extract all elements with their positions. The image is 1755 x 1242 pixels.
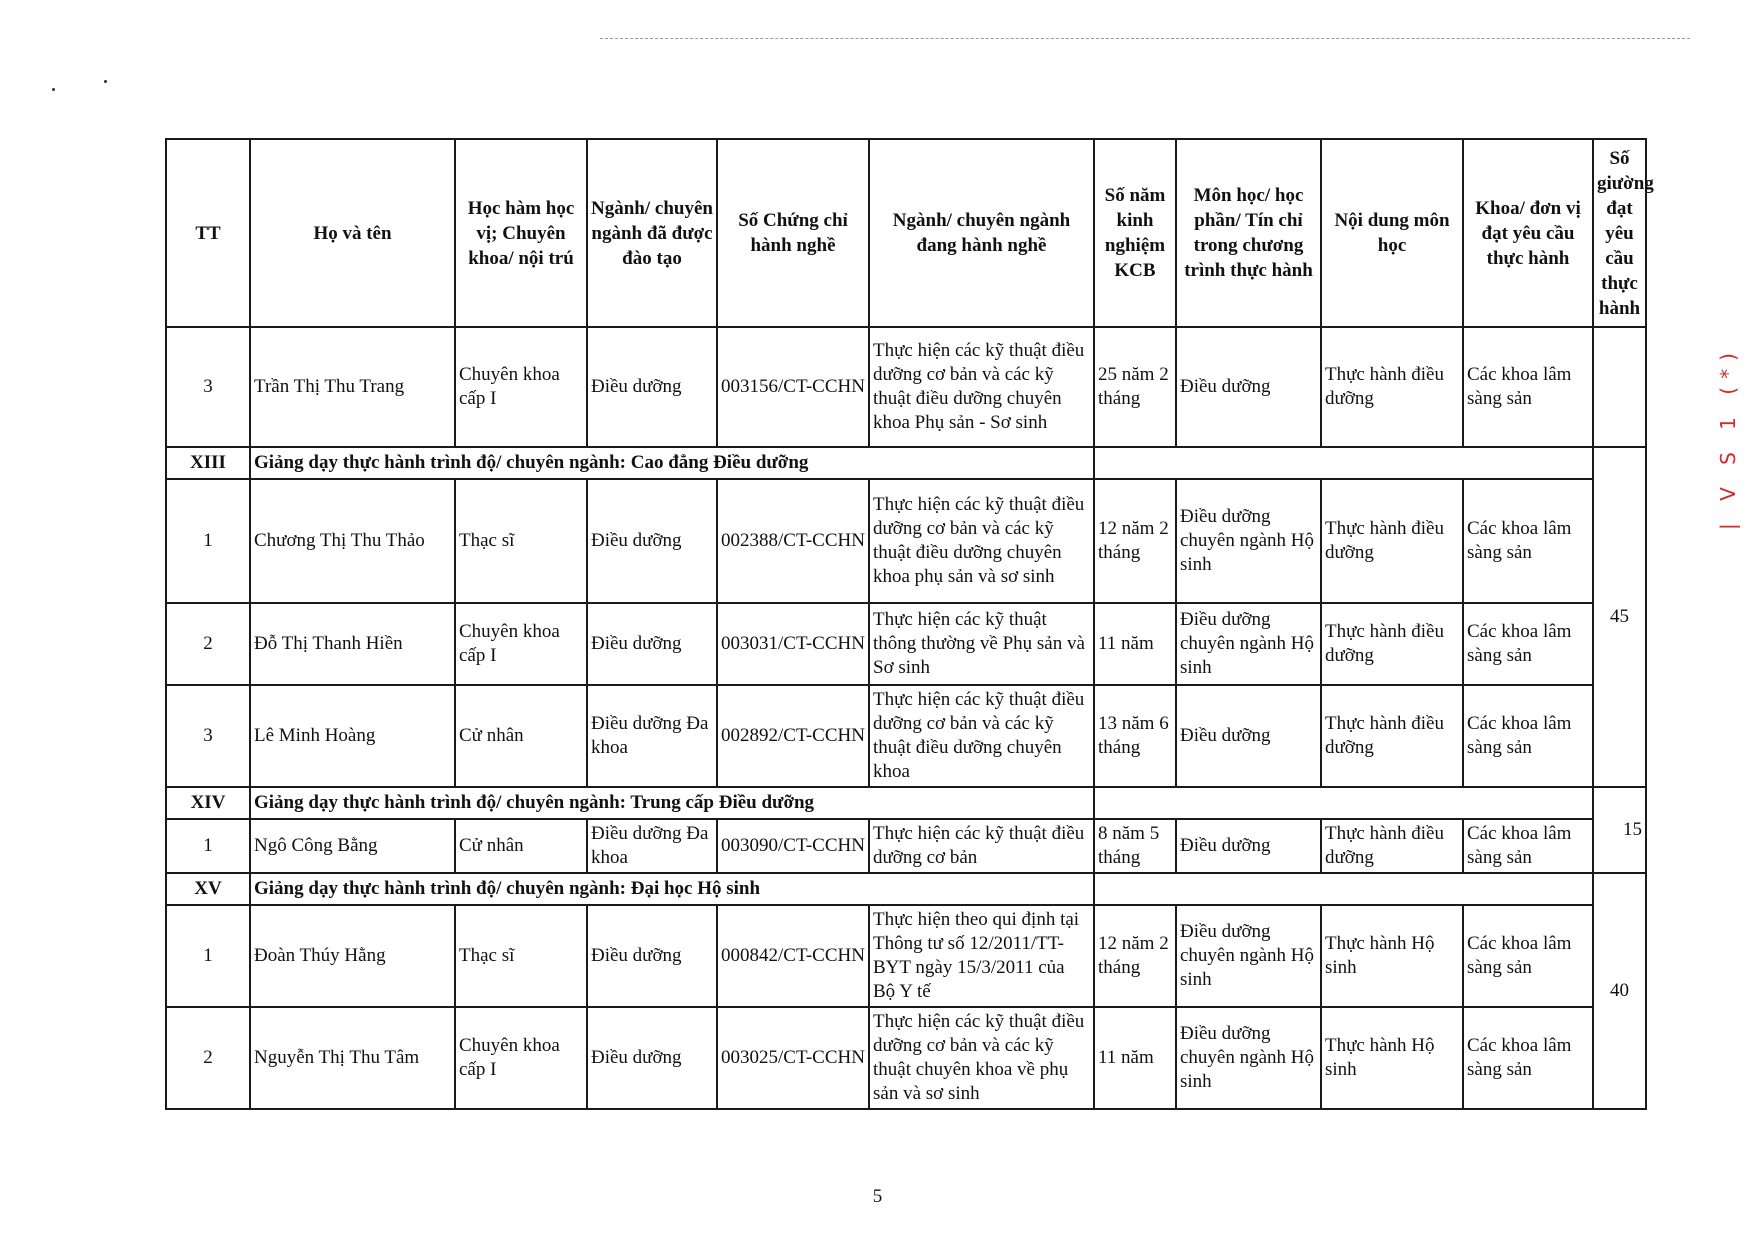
cell-content: Thực hành Hộ sinh: [1321, 1007, 1463, 1109]
cell-content: Thực hành điều dưỡng: [1321, 819, 1463, 873]
cell-degree: Chuyên khoa cấp I: [455, 327, 587, 447]
cell-years: 12 năm 2 tháng: [1094, 479, 1176, 603]
header-name: Họ và tên: [250, 139, 455, 327]
beds-count: 15: [1593, 787, 1646, 873]
table-row: [166, 479, 1646, 603]
cell-name: Đoàn Thúy Hằng: [250, 905, 455, 1007]
section-row: [166, 873, 1646, 905]
cell-content: Thực hành Hộ sinh: [1321, 905, 1463, 1007]
cell-tt: 1: [166, 819, 250, 873]
cell-dept: Các khoa lâm sàng sản: [1463, 479, 1593, 603]
cell-dept: Các khoa lâm sàng sản: [1463, 603, 1593, 685]
cell-subject: Điều dưỡng: [1176, 327, 1321, 447]
cell-trained: Điều dưỡng: [587, 479, 717, 603]
cell-degree: Thạc sĩ: [455, 905, 587, 1007]
cell-cert: 000842/CT-CCHN: [717, 905, 869, 1007]
cell-subject: Điều dưỡng chuyên ngành Hộ sinh: [1176, 479, 1321, 603]
section-roman: XIII: [166, 447, 250, 479]
header-dept: Khoa/ đơn vị đạt yêu cầu thực hành: [1463, 139, 1593, 327]
cell-content: Thực hành điều dưỡng: [1321, 479, 1463, 603]
cell-subject: Điều dưỡng chuyên ngành Hộ sinh: [1176, 603, 1321, 685]
scan-speck: [52, 88, 55, 91]
table-row: [166, 327, 1646, 447]
cell-cert: 003031/CT-CCHN: [717, 603, 869, 685]
cell-trained: Điều dưỡng: [587, 603, 717, 685]
cell-years: 13 năm 6 tháng: [1094, 685, 1176, 787]
red-stamp-mark: | V S 1 (*): [1716, 345, 1740, 530]
cell-years: 11 năm: [1094, 603, 1176, 685]
section-row: [166, 787, 1646, 819]
cell-dept: Các khoa lâm sàng sản: [1463, 685, 1593, 787]
cell-subject: Điều dưỡng chuyên ngành Hộ sinh: [1176, 905, 1321, 1007]
cell-practicing: [869, 327, 1094, 447]
cell-degree: Chuyên khoa cấp I: [455, 603, 587, 685]
cell-practicing: Thực hiện các kỹ thuật thông thường về Phụ sản và Sơ sinh: [869, 603, 1094, 685]
table-row: [166, 819, 1646, 873]
page-number: 5: [872, 1186, 883, 1207]
cell-practicing: Thực hiện các kỹ thuật điều dưỡng cơ bản và các kỹ thuật điều dưỡng chuyên khoa phụ sản và sơ sinh: [869, 479, 1094, 603]
cell-cert: 002892/CT-CCHN: [717, 685, 869, 787]
cell-tt: 3: [166, 685, 250, 787]
section-title: Giảng dạy thực hành trình độ/ chuyên ngành: Đại học Hộ sinh: [250, 873, 1094, 905]
cell-degree: Cử nhân: [455, 819, 587, 873]
cell-dept: Các khoa lâm sàng sản: [1463, 327, 1593, 447]
cell-name: Ngô Công Bằng: [250, 819, 455, 873]
cell-content: Thực hành điều dưỡng: [1321, 327, 1463, 447]
cell-years: 12 năm 2 tháng: [1094, 905, 1176, 1007]
cell-cert: 003025/CT-CCHN: [717, 1007, 869, 1109]
header-years: Số năm kinh nghiệm KCB: [1094, 139, 1176, 327]
cell-practicing: Thực hiện theo qui định tại Thông tư số 12/2011/TT-BYT ngày 15/3/2011 của Bộ Y tế: [869, 905, 1094, 1007]
section-roman: XIV: [166, 787, 250, 819]
beds-count: 40: [1593, 873, 1646, 1109]
header-row: [166, 139, 1646, 327]
cell-years: 25 năm 2 tháng: [1094, 327, 1176, 447]
section-title: Giảng dạy thực hành trình độ/ chuyên ngành: Trung cấp Điều dưỡng: [250, 787, 1094, 819]
header-beds: Số giường đạt yêu cầu thực hành: [1593, 139, 1646, 327]
cell-degree: Thạc sĩ: [455, 479, 587, 603]
cell-practicing: Thực hiện các kỹ thuật điều dưỡng cơ bản và các kỹ thuật điều dưỡng chuyên khoa: [869, 685, 1094, 787]
lecturer-table: [165, 138, 1654, 1110]
cell-name: Chương Thị Thu Thảo: [250, 479, 455, 603]
section-blank: [1094, 447, 1593, 479]
cell-cert: 002388/CT-CCHN: [717, 479, 869, 603]
table-row: [166, 685, 1646, 787]
scan-speck: [104, 80, 107, 83]
cell-tt: 3: [166, 327, 250, 447]
cell-trained: Điều dưỡng: [587, 1007, 717, 1109]
cell-trained: Điều dưỡng Đa khoa: [587, 685, 717, 787]
header-practicing: Ngành/ chuyên ngành đang hành nghề: [869, 139, 1094, 327]
cell-beds: [1593, 327, 1646, 447]
header-degree: Học hàm học vị; Chuyên khoa/ nội trú: [455, 139, 587, 327]
cell-trained: Điều dưỡng Đa khoa: [587, 819, 717, 873]
header-cert: Số Chứng chỉ hành nghề: [717, 139, 869, 327]
cell-tt: 1: [166, 905, 250, 1007]
cell-tt: 2: [166, 603, 250, 685]
header-subject: Môn học/ học phần/ Tín chỉ trong chương trình thực hành: [1176, 139, 1321, 327]
cell-degree: Cử nhân: [455, 685, 587, 787]
cell-name: Trần Thị Thu Trang: [250, 327, 455, 447]
table-row: [166, 905, 1646, 1007]
section-blank: [1094, 787, 1593, 819]
cell-content: Thực hành điều dưỡng: [1321, 603, 1463, 685]
cell-dept: Các khoa lâm sàng sản: [1463, 819, 1593, 873]
section-row: [166, 447, 1646, 479]
section-title: Giảng dạy thực hành trình độ/ chuyên ngành: Cao đẳng Điều dưỡng: [250, 447, 1094, 479]
section-blank: [1094, 873, 1593, 905]
cell-subject: Điều dưỡng: [1176, 819, 1321, 873]
header-tt: TT: [166, 139, 250, 327]
header-content: Nội dung môn học: [1321, 139, 1463, 327]
cell-content: Thực hành điều dưỡng: [1321, 685, 1463, 787]
cell-tt: 1: [166, 479, 250, 603]
cell-years: 11 năm: [1094, 1007, 1176, 1109]
section-roman: XV: [166, 873, 250, 905]
cell-cert: 003090/CT-CCHN: [717, 819, 869, 873]
cell-cert: 003156/CT-CCHN: [717, 327, 869, 447]
cell-subject: Điều dưỡng: [1176, 685, 1321, 787]
cell-dept: Các khoa lâm sàng sản: [1463, 1007, 1593, 1109]
cell-subject: Điều dưỡng chuyên ngành Hộ sinh: [1176, 1007, 1321, 1109]
cell-practicing: Thực hiện các kỹ thuật điều dưỡng cơ bản: [869, 819, 1094, 873]
header-trained: Ngành/ chuyên ngành đã được đào tạo: [587, 139, 717, 327]
cell-practicing: Thực hiện các kỹ thuật điều dưỡng cơ bản và các kỹ thuật chuyên khoa về phụ sản và sơ sinh: [869, 1007, 1094, 1109]
cell-trained: Điều dưỡng: [587, 327, 717, 447]
cell-name: Nguyễn Thị Thu Tâm: [250, 1007, 455, 1109]
scan-top-rule: [600, 38, 1690, 39]
cell-trained: Điều dưỡng: [587, 905, 717, 1007]
cell-name: Đỗ Thị Thanh Hiền: [250, 603, 455, 685]
table-row: [166, 1007, 1646, 1109]
cell-dept: Các khoa lâm sàng sản: [1463, 905, 1593, 1007]
beds-count: 45: [1593, 447, 1646, 787]
table-row: [166, 603, 1646, 685]
cell-tt: 2: [166, 1007, 250, 1109]
cell-practicing-text: Thực hiện các kỹ thuật điều dưỡng cơ bản và các kỹ thuật điều dưỡng chuyên khoa Phụ sản - Sơ sinh: [873, 340, 1085, 433]
cell-years: 8 năm 5 tháng: [1094, 819, 1176, 873]
cell-degree: Chuyên khoa cấp I: [455, 1007, 587, 1109]
cell-name: Lê Minh Hoàng: [250, 685, 455, 787]
